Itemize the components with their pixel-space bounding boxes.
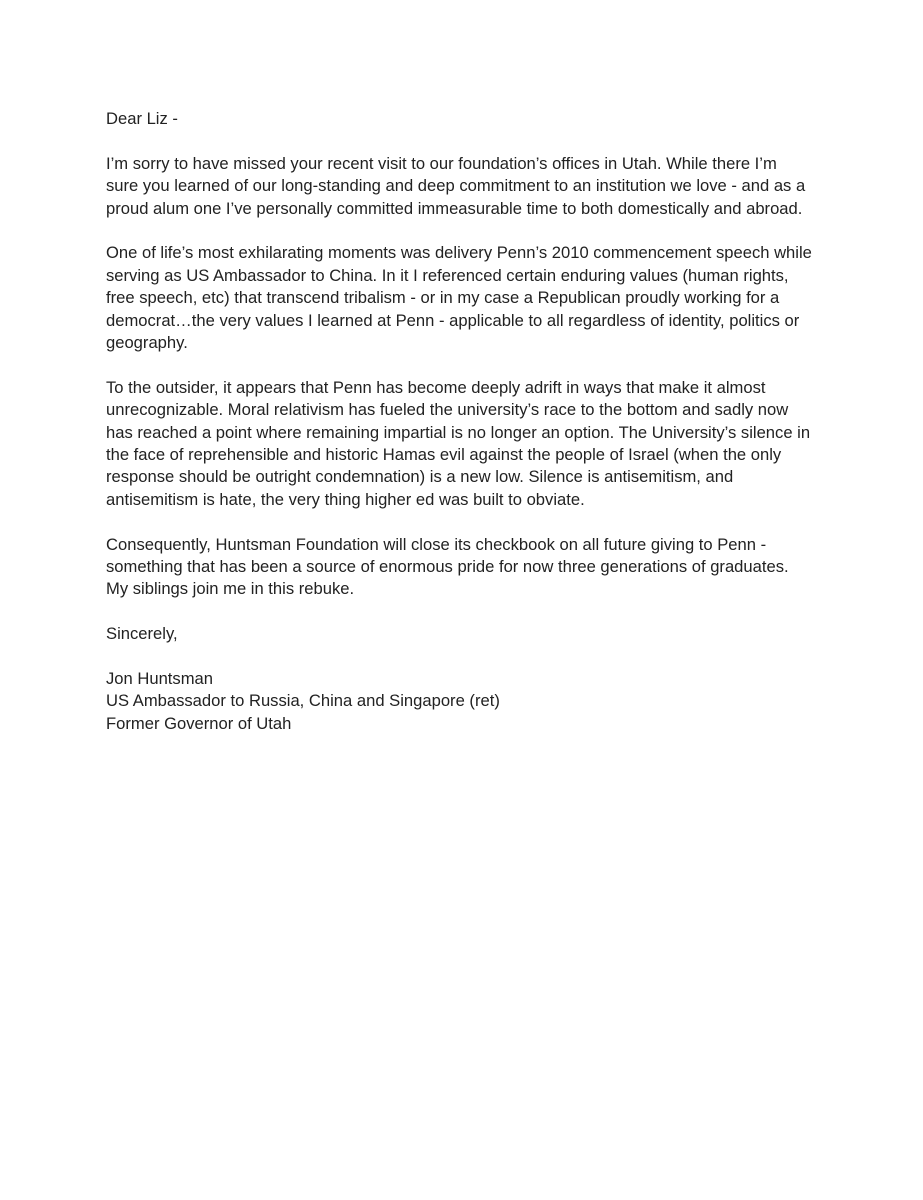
paragraph-3 [106,377,846,511]
paragraph-1 [106,153,846,220]
paragraph-4-line-3: My siblings join me in this rebuke. [106,579,355,599]
closing-text: Sincerely, [106,624,178,644]
paragraph-1-line-2: sure you learned of our long-standing and deep commitment to an institution we love - and as a [106,176,806,196]
paragraph-2-line-1: One of life’s most exhilarating moments was delivery Penn’s 2010 commencement speech while [106,243,812,263]
paragraph-1-line-3: proud alum one I’ve personally committed immeasurable time to both domestically and abroad. [106,198,803,218]
paragraph-2-line-2: serving as US Ambassador to China. In it I referenced certain enduring values (human rights, [106,265,789,285]
paragraph-3-line-2: unrecognizable. Moral relativism has fueled the university’s race to the bottom and sadly now [106,400,789,420]
signature-block [106,668,846,735]
paragraph-2 [106,242,846,354]
paragraph-4 [106,534,846,601]
paragraph-4-line-2: something that has been a source of enormous pride for now three generations of graduates. [106,557,789,577]
salutation-text: Dear Liz - [106,109,178,128]
paragraph-4-line-1: Consequently, Huntsman Foundation will close its checkbook on all future giving to Penn - [106,534,767,554]
paragraph-2-line-4: democrat…the very values I learned at Penn - applicable to all regardless of identity, politics or [106,310,800,330]
paragraph-3-line-4: the face of reprehensible and historic Hamas evil against the people of Israel (when the only [106,445,782,465]
signature-name: Jon Huntsman [106,669,213,689]
paragraph-3-line-1: To the outsider, it appears that Penn has become deeply adrift in ways that make it almost [106,377,766,397]
signature-title-1: US Ambassador to Russia, China and Singapore (ret) [106,691,500,711]
paragraph-3-line-6: antisemitism is hate, the very thing higher ed was built to obviate. [106,489,585,509]
closing [106,623,846,645]
salutation [106,108,846,130]
letter-body [106,108,846,735]
paragraph-2-line-5: geography. [106,333,188,353]
paragraph-2-line-3: free speech, etc) that transcend tribalism - or in my case a Republican proudly working for a [106,288,780,308]
paragraph-3-line-5: response should be outright condemnation) is a new low. Silence is antisemitism, and [106,467,734,487]
signature-title-2: Former Governor of Utah [106,713,292,733]
paragraph-3-line-3: has reached a point where remaining impartial is no longer an option. The University’s silence in [106,422,811,442]
paragraph-1-line-1: I’m sorry to have missed your recent visit to our foundation’s offices in Utah. While there I’m [106,153,777,173]
